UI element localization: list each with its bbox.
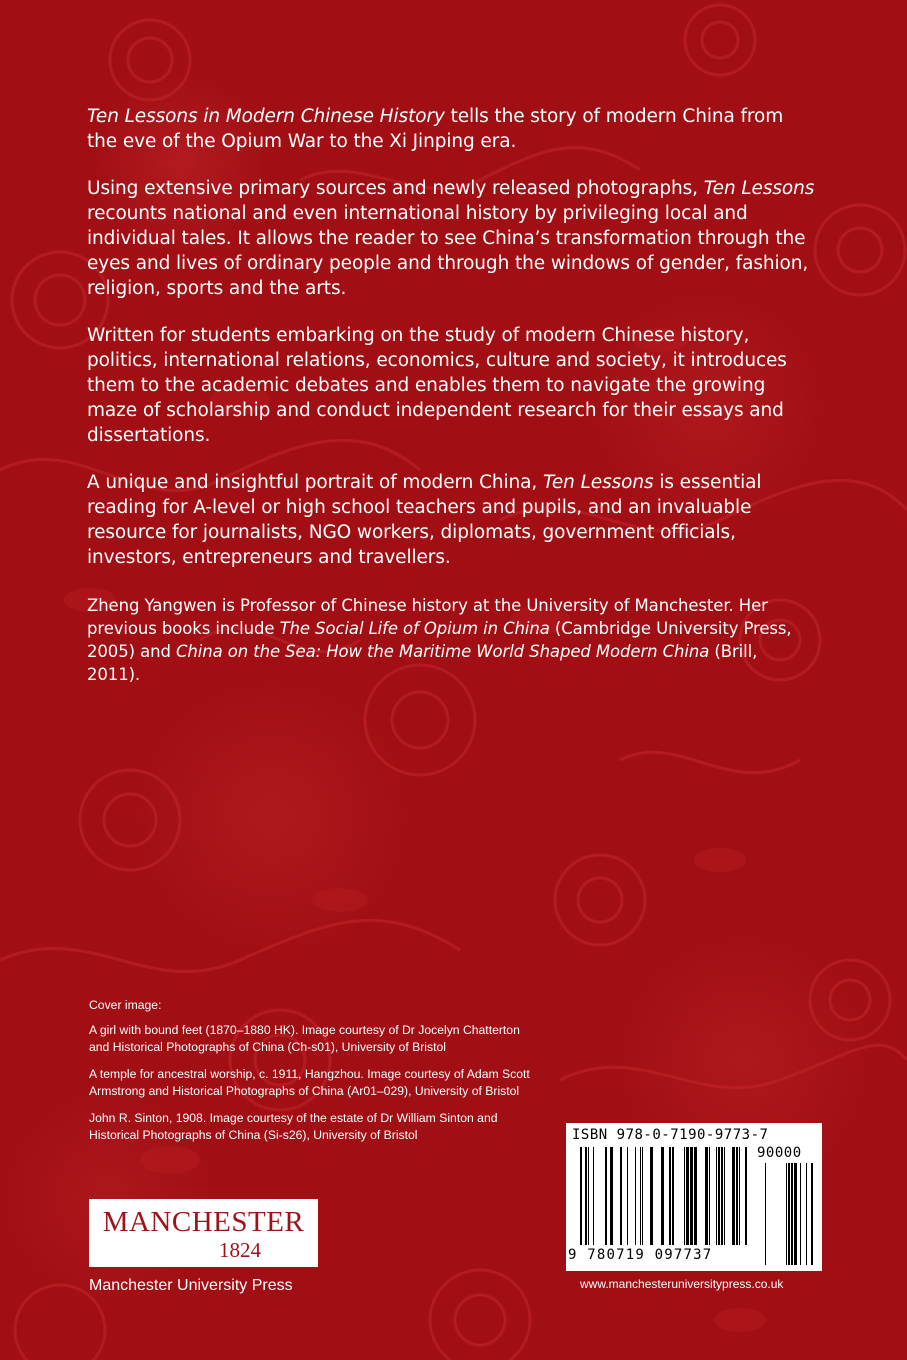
barcode-bar (718, 1147, 720, 1245)
barcode-bar (669, 1147, 671, 1245)
publisher-website: www.manchesteruniversitypress.co.uk (580, 1277, 784, 1291)
barcode-number: 9 780719 097737 (568, 1247, 713, 1263)
barcode-bar (709, 1147, 710, 1245)
book-title: Ten Lessons in Modern Chinese History (87, 106, 445, 127)
barcode-bar (745, 1147, 747, 1245)
barcode-bar (605, 1147, 607, 1245)
barcode-bar (661, 1147, 664, 1245)
blurb-text (87, 104, 815, 708)
barcode-bar (593, 1147, 594, 1245)
bio-book-title: China on the Sea: How the Maritime World Shaped Modern China (175, 642, 710, 661)
barcode-bar (732, 1147, 735, 1245)
price-addon-number: 90000 (757, 1145, 802, 1161)
barcode-bar (642, 1147, 643, 1245)
book-title-short: Ten Lessons (703, 178, 815, 199)
barcode-bar (694, 1147, 697, 1245)
barcode-bar (610, 1147, 613, 1245)
barcode-bar (721, 1147, 723, 1245)
author-bio (87, 594, 815, 686)
barcode-bar (806, 1163, 807, 1265)
paragraph-sources (87, 176, 815, 301)
paragraph-text: is essential reading for A-level or high school teachers and pupils, and an invaluable resource for journalists, NGO workers, diplomats, government officials, investors, entrepreneurs and travellers. (87, 472, 762, 568)
paragraph-text: recounts national and even international history by privileging local and individual tales. It allows the reader to see China’s transformation through the eyes and lives of ordinary people and through the windows of gender, fashion, religion, sports and the arts. (87, 203, 809, 299)
barcode-bar (811, 1163, 813, 1265)
logo-year: 1824 (219, 1238, 261, 1262)
paragraph-text: A unique and insightful portrait of modern China, (87, 472, 543, 493)
barcode-bar (684, 1147, 685, 1245)
credit-item: A girl with bound feet (1870–1880 HK). Image courtesy of Dr Jocelyn Chatterton and Historical Photographs of China (Ch-s01), University of Bristol (89, 1023, 520, 1054)
barcode-bar (640, 1147, 641, 1245)
barcode-bar (791, 1163, 793, 1265)
book-title-short: Ten Lessons (542, 472, 654, 493)
paragraph-text: Using extensive primary sources and newly released photographs, (87, 178, 704, 199)
manchester-logo (89, 1199, 318, 1267)
barcode-bar (794, 1163, 797, 1265)
barcode-bar (786, 1163, 787, 1265)
barcode-bar (739, 1147, 740, 1245)
paragraph-intro (87, 104, 815, 154)
isbn-barcode (566, 1123, 822, 1271)
barcode-bar (788, 1163, 790, 1265)
barcode-bar (627, 1147, 628, 1245)
barcode-bar (650, 1147, 653, 1245)
barcode-bar (580, 1147, 582, 1245)
barcode-bar (736, 1147, 738, 1245)
barcode-bar (690, 1147, 693, 1245)
barcode-bar (705, 1147, 708, 1245)
bio-text: Zheng Yangwen is Professor of Chinese history at the University of Manchester. Her previous books include (87, 596, 768, 638)
barcode-bar (620, 1147, 622, 1245)
barcode-bar (635, 1147, 636, 1245)
credit-item: John R. Sinton, 1908. Image courtesy of the estate of Dr William Sinton and Historical Photographs of China (Si-s26), University of Bristol (89, 1111, 498, 1142)
barcode-bar (724, 1147, 725, 1245)
credits-heading: Cover image: (89, 998, 162, 1012)
paragraph-portrait (87, 470, 815, 570)
barcode-bar (716, 1147, 717, 1245)
credit-item: A temple for ancestral worship, c. 1911, Hangzhou. Image courtesy of Adam Scott Armstrong and Historical Photographs of China (Ar01–029), University of Bristol (89, 1067, 530, 1098)
barcode-bar (585, 1147, 587, 1245)
bio-text: (Brill, 2011). (87, 642, 758, 684)
paragraph-audience: Written for students embarking on the study of modern Chinese history, politics, international relations, economics, culture and society, it introduces them to the academic debates and enables them to navigate the growing maze of scholarship and conduct independent research for their essays and dissertations. (87, 325, 787, 446)
bio-text: (Cambridge University Press, 2005) and (87, 619, 792, 661)
publisher-name: Manchester University Press (89, 1277, 293, 1294)
barcode-bar (800, 1163, 801, 1265)
barcode-bar (765, 1163, 766, 1265)
cover-image-credits (89, 997, 539, 1154)
barcode-bar (588, 1147, 589, 1245)
barcode-bar (686, 1147, 689, 1245)
paragraph-text: tells the story of modern China from the eve of the Opium War to the Xi Jinping era. (87, 106, 784, 152)
logo-wordmark: MANCHESTER (102, 1206, 305, 1238)
bio-book-title: The Social Life of Opium in China (279, 619, 550, 638)
barcode-bar (672, 1147, 674, 1245)
isbn-label: ISBN 978-0-7190-9773-7 (572, 1127, 769, 1143)
